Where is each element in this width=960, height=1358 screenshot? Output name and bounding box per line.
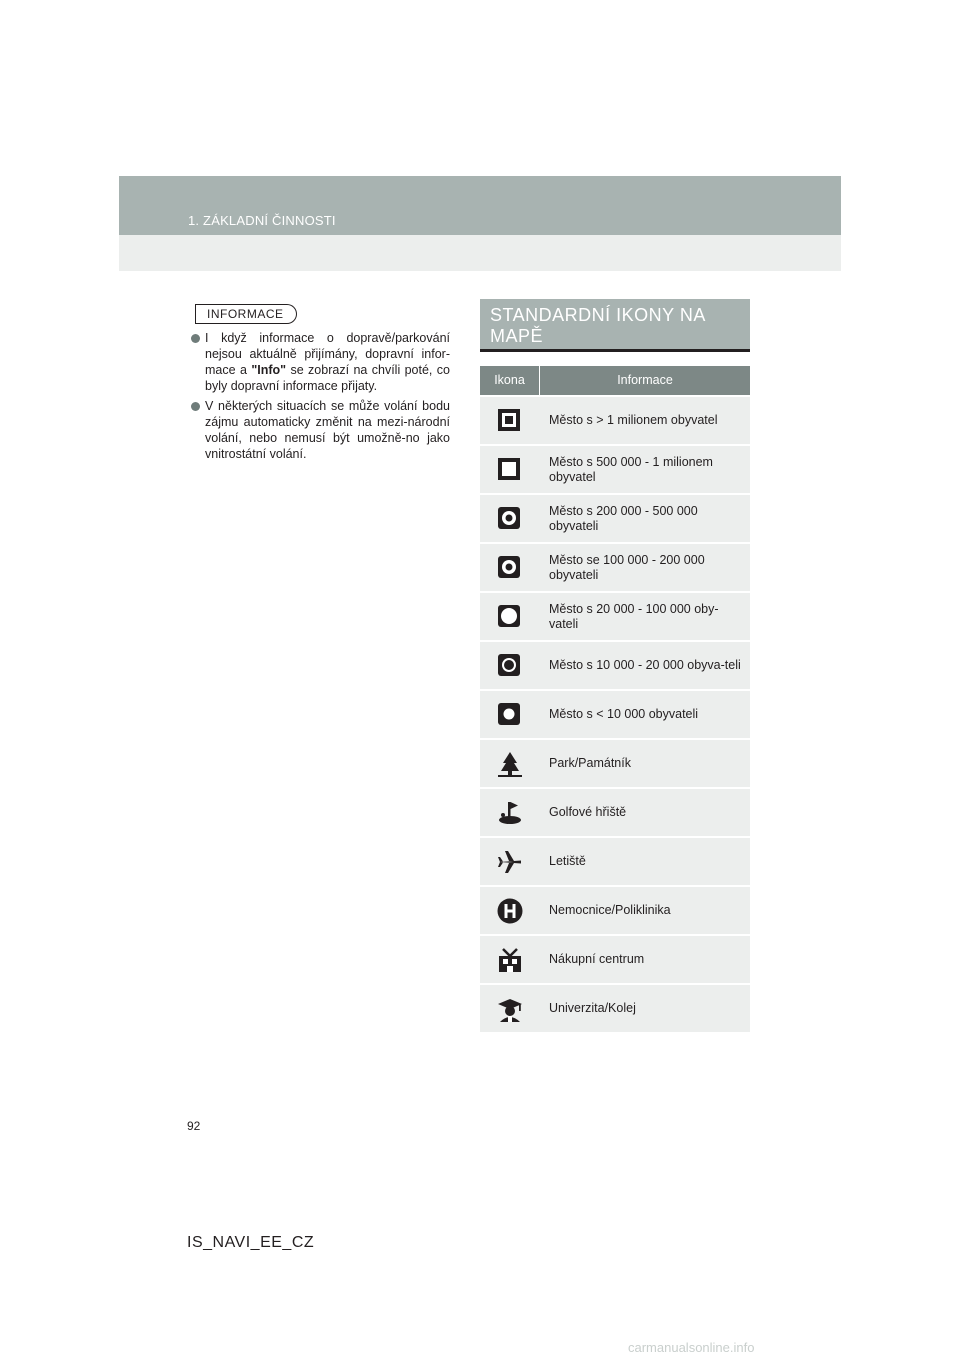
- city-500k-1m-icon: [497, 457, 521, 481]
- row-text: Město s 200 000 - 500 000 obyvateli: [549, 503, 698, 533]
- park-icon: [497, 751, 523, 777]
- city-under-10k-icon: [497, 702, 521, 726]
- table-row: [480, 985, 750, 1032]
- table-row: [480, 936, 750, 983]
- bullet-icon: [191, 402, 200, 411]
- university-icon: [497, 996, 523, 1022]
- info-label: INFORMACE: [195, 304, 297, 324]
- golf-icon: [497, 800, 523, 826]
- row-text: Nemocnice/Poliklinika: [549, 903, 671, 917]
- row-text: Město s > 1 milionem obyvatel: [549, 413, 718, 427]
- airport-icon: [497, 849, 523, 875]
- row-text: Město se 100 000 - 200 000 obyvateli: [549, 552, 705, 582]
- info-item: I když informace o dopravě/parkování nejsou aktuálně přijímány, dopravní infor-mace a "Info" se zobrazí na chvíli poté, co byly dopravní informace přijaty.: [191, 330, 450, 394]
- table-row: [480, 397, 750, 444]
- table-row: [480, 593, 750, 640]
- table-row: [480, 789, 750, 836]
- hospital-icon: [497, 898, 523, 924]
- table-row: [480, 495, 750, 542]
- info-list: [191, 330, 450, 466]
- table-row: [480, 887, 750, 934]
- table-row: [480, 544, 750, 591]
- bullet-icon: [191, 334, 200, 343]
- col-header-icon: Ikona: [494, 373, 525, 387]
- row-text: Letiště: [549, 854, 586, 868]
- city-100k-200k-icon: [497, 555, 521, 579]
- row-text: Město s 500 000 - 1 milionem obyvatel: [549, 454, 713, 484]
- row-text: Město s 20 000 - 100 000 oby-vateli: [549, 601, 719, 631]
- shopping-icon: [497, 947, 523, 973]
- row-text: Univerzita/Kolej: [549, 1001, 636, 1015]
- document-code: IS_NAVI_EE_CZ: [187, 1234, 315, 1251]
- section-title: STANDARDNÍ IKONY NA MAPĚ: [480, 299, 750, 352]
- city-200k-500k-icon: [497, 506, 521, 530]
- row-text: Město s < 10 000 obyvateli: [549, 707, 699, 721]
- table-row: [480, 740, 750, 787]
- header-band: [119, 176, 841, 271]
- row-text: Park/Památník: [549, 756, 631, 770]
- city-10k-20k-icon: [497, 653, 521, 677]
- row-text: Nákupní centrum: [549, 952, 645, 966]
- icon-table: [480, 366, 750, 1032]
- city-over-1m-icon: [497, 408, 521, 432]
- page-number: 92: [187, 1119, 201, 1133]
- table-header: [480, 366, 750, 395]
- table-row: [480, 691, 750, 738]
- col-header-info: Informace: [539, 366, 750, 395]
- info-item: V některých situacích se může volání bodu zájmu automaticky změnit na mezi-národní volání, nebo nemusí být umožně-no jako vnitrostátní volání.: [191, 398, 450, 462]
- table-row: [480, 446, 750, 493]
- row-text: Město s 10 000 - 20 000 obyva-teli: [549, 658, 741, 672]
- table-row: [480, 838, 750, 885]
- section-heading: 1. ZÁKLADNÍ ČINNOSTI: [188, 213, 336, 228]
- watermark: carmanualsonline.info: [628, 1340, 755, 1355]
- city-20k-100k-icon: [497, 604, 521, 628]
- table-row: [480, 642, 750, 689]
- row-text: Golfové hřiště: [549, 805, 627, 819]
- header-bar: [119, 176, 841, 235]
